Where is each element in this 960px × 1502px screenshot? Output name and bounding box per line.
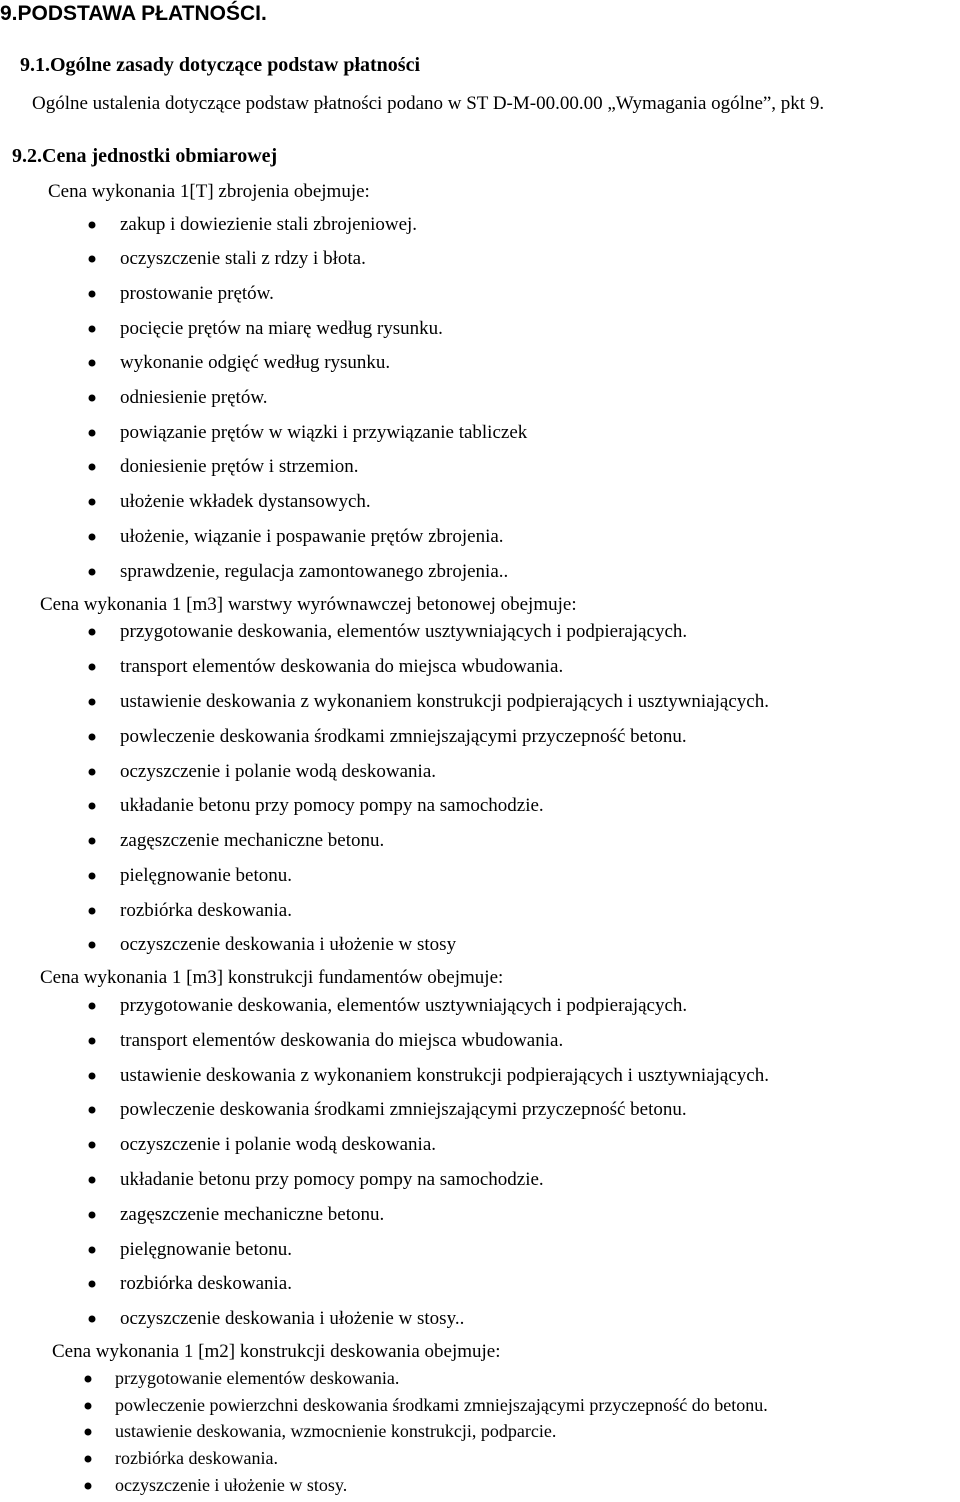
bullet-icon: [89, 734, 96, 741]
bullet-icon: [85, 1376, 92, 1383]
bullet-icon: [89, 1073, 96, 1080]
bullet-icon: [85, 1483, 92, 1490]
bullet-icon: [89, 629, 96, 636]
bullet-icon: [89, 838, 96, 845]
bullet-icon: [89, 664, 96, 671]
bullet-icon: [89, 534, 96, 541]
bullet-icon: [89, 395, 96, 402]
section-9-2-title: 9.2.Cena jednostki obmiarowej: [12, 145, 278, 167]
bullet-icon: [89, 699, 96, 706]
bullet-icon: [89, 291, 96, 298]
bullet-icon: [89, 499, 96, 506]
bullet-icon: [89, 942, 96, 949]
bullet-icon: [89, 464, 96, 471]
bullet-icon: [89, 1003, 96, 1010]
bullet-icon: [85, 1403, 92, 1410]
group-1-intro: Cena wykonania 1[T] zbrojenia obejmuje:: [48, 181, 370, 202]
bullet-icon: [89, 256, 96, 263]
bullet-icon: [89, 1142, 96, 1149]
main-heading: 9.PODSTAWA PŁATNOŚCI.: [0, 2, 267, 25]
bullet-icon: [85, 1456, 92, 1463]
bullet-icon: [89, 1038, 96, 1045]
section-9-1-text: Ogólne ustalenia dotyczące podstaw płatności podano w ST D-M-00.00.00 „Wymagania ogólne”, pkt 9.: [32, 93, 825, 114]
bullet-icon: [89, 1316, 96, 1323]
section-9-1-title: 9.1.Ogólne zasady dotyczące podstaw płatności: [20, 54, 420, 76]
bullet-icon: [89, 908, 96, 915]
bullet-icon: [89, 360, 96, 367]
bullet-icon: [89, 430, 96, 437]
bullet-icon: [89, 873, 96, 880]
bullet-icon: [89, 222, 96, 229]
bullet-icon: [89, 1212, 96, 1219]
bullet-icon: [89, 803, 96, 810]
bullet-icon: [89, 1107, 96, 1114]
bullet-icon: [89, 1177, 96, 1184]
bullet-icon: [85, 1429, 92, 1436]
group-4-intro: Cena wykonania 1 [m2] konstrukcji deskowania obejmuje:: [52, 1341, 501, 1362]
group-3-intro: Cena wykonania 1 [m3] konstrukcji fundamentów obejmuje:: [40, 967, 504, 988]
bullet-icon: [89, 769, 96, 776]
bullet-icon: [89, 1281, 96, 1288]
bullet-icon: [89, 326, 96, 333]
group-2-intro: Cena wykonania 1 [m3] warstwy wyrównawczej betonowej obejmuje:: [40, 594, 577, 615]
bullet-icon: [89, 569, 96, 576]
bullet-icon: [89, 1247, 96, 1254]
